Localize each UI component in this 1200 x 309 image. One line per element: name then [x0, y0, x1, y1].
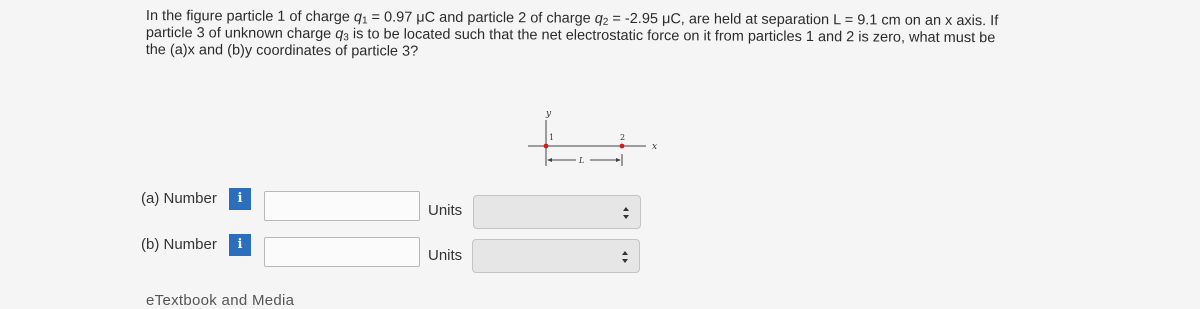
q1-subscript: 1 [361, 15, 368, 27]
question-text-fragment: particle 3 of unknown charge [145, 24, 336, 43]
q3-subscript: 3 [343, 32, 349, 44]
arrowhead-right [616, 158, 621, 162]
arrowhead-left [547, 158, 552, 162]
particle1-label: 1 [549, 133, 555, 142]
q1-symbol: q [353, 9, 363, 26]
answer-a-number-input[interactable] [264, 191, 420, 221]
select-updown-icon [621, 249, 629, 265]
separation-label: L [579, 156, 585, 165]
answer-b-number-input[interactable] [264, 237, 420, 267]
question-text-fragment: is to be located such that the net electrostatic force on it from particles 1 and 2 is zero, what must be [348, 26, 996, 47]
etextbook-link[interactable]: eTextbook and Media [146, 292, 295, 309]
question-text-fragment: = 0.97 μC and particle 2 of charge [367, 9, 595, 27]
particle-2 [620, 144, 625, 149]
answer-b-units-label: Units [428, 247, 463, 264]
y-axis-label: y [546, 109, 552, 119]
q2-symbol: q [594, 10, 603, 27]
q2-subscript: 2 [602, 16, 609, 28]
x-axis-label: x [652, 142, 658, 152]
info-icon[interactable]: i [229, 234, 251, 256]
question-line-3: the (a)x and (b)y coordinates of particle 3? [145, 41, 419, 60]
particle-1 [544, 144, 549, 149]
select-updown-icon [622, 205, 630, 221]
answer-b-label: (b) Number [141, 236, 217, 253]
question-text-fragment: = -2.95 μC, are held at separation L = 9.1 cm on an x axis. If [608, 10, 999, 30]
particle-figure [528, 104, 668, 180]
answer-a-units-label: Units [428, 202, 463, 219]
info-icon[interactable]: i [229, 188, 251, 210]
question-text [146, 8, 1046, 64]
answer-a-units-select[interactable] [473, 195, 641, 229]
answer-a-label: (a) Number [141, 190, 217, 207]
question-text-fragment: In the figure particle 1 of charge [145, 8, 354, 26]
answer-b-units-select[interactable] [472, 239, 640, 273]
q3-symbol: q [335, 26, 344, 43]
particle2-label: 2 [620, 133, 626, 142]
